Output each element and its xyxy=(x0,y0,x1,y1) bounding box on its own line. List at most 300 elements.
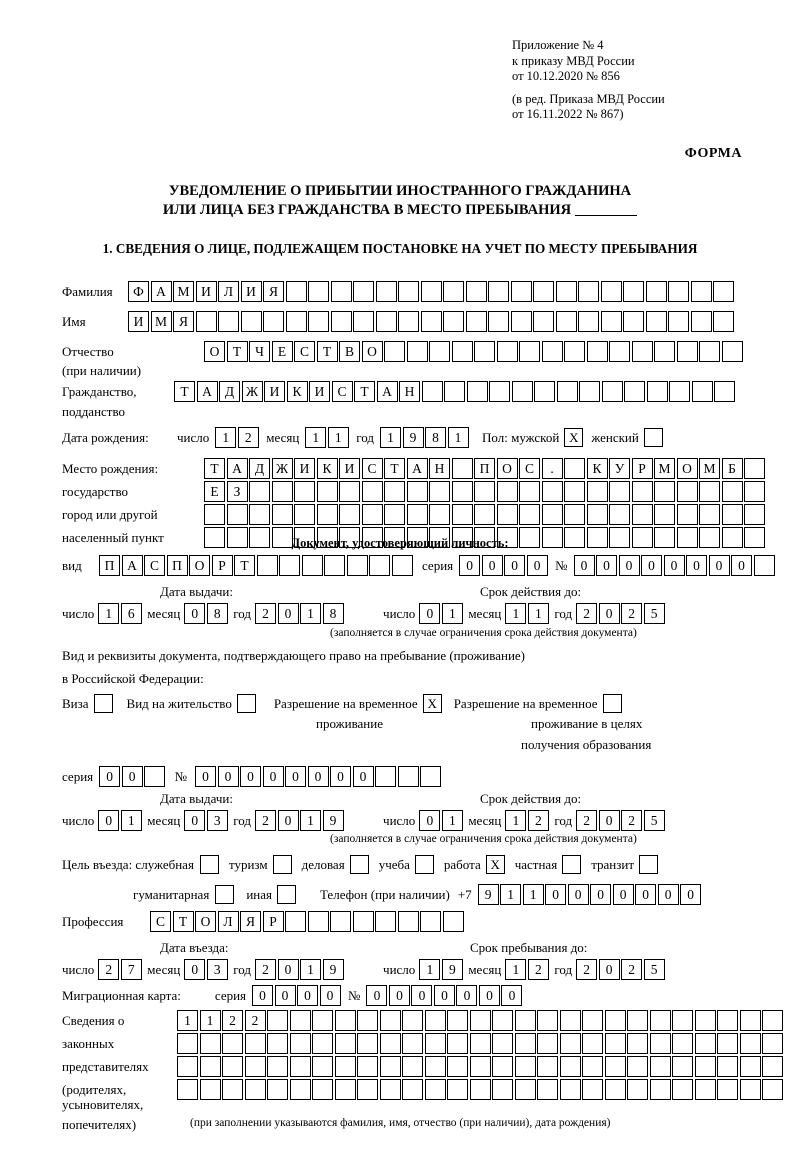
form-cell[interactable] xyxy=(218,311,239,332)
doc-valid-year-input[interactable] xyxy=(576,603,666,624)
form-cell[interactable]: 0 xyxy=(686,555,707,576)
form-cell[interactable] xyxy=(474,341,495,362)
form-cell[interactable] xyxy=(353,311,374,332)
profession-input[interactable] xyxy=(150,911,465,932)
edu-residence-checkbox[interactable] xyxy=(603,694,622,713)
form-cell[interactable]: 0 xyxy=(599,603,620,624)
form-cell[interactable] xyxy=(447,1079,468,1100)
form-cell[interactable]: Б xyxy=(722,458,743,479)
form-cell[interactable]: 0 xyxy=(278,603,299,624)
form-cell[interactable]: 1 xyxy=(200,1010,221,1031)
form-cell[interactable] xyxy=(515,1010,536,1031)
form-cell[interactable] xyxy=(762,1010,783,1031)
form-cell[interactable] xyxy=(369,555,390,576)
form-cell[interactable] xyxy=(429,341,450,362)
form-cell[interactable] xyxy=(362,504,383,525)
birthplace-input-line3[interactable] xyxy=(204,504,767,525)
form-cell[interactable] xyxy=(407,504,428,525)
form-cell[interactable]: 0 xyxy=(240,766,261,787)
form-cell[interactable] xyxy=(241,311,262,332)
form-cell[interactable]: 0 xyxy=(278,810,299,831)
form-cell[interactable]: 0 xyxy=(590,884,611,905)
form-cell[interactable] xyxy=(357,1033,378,1054)
form-cell[interactable] xyxy=(632,481,653,502)
form-cell[interactable]: Т xyxy=(174,381,195,402)
form-cell[interactable] xyxy=(285,911,306,932)
form-cell[interactable]: 0 xyxy=(308,766,329,787)
form-cell[interactable] xyxy=(587,504,608,525)
form-cell[interactable]: 2 xyxy=(255,603,276,624)
birthplace-input-line2[interactable] xyxy=(204,481,767,502)
form-cell[interactable] xyxy=(564,504,585,525)
form-cell[interactable] xyxy=(398,311,419,332)
form-cell[interactable]: П xyxy=(167,555,188,576)
form-cell[interactable]: 2 xyxy=(576,810,597,831)
form-cell[interactable] xyxy=(582,1010,603,1031)
form-cell[interactable] xyxy=(452,481,473,502)
sex-male-checkbox[interactable]: X xyxy=(564,428,583,447)
form-cell[interactable]: 0 xyxy=(479,985,500,1006)
form-cell[interactable] xyxy=(290,1033,311,1054)
form-cell[interactable] xyxy=(245,1033,266,1054)
form-cell[interactable] xyxy=(362,481,383,502)
form-cell[interactable]: 0 xyxy=(184,603,205,624)
form-cell[interactable]: 2 xyxy=(621,810,642,831)
form-cell[interactable]: 5 xyxy=(644,959,665,980)
form-cell[interactable]: С xyxy=(519,458,540,479)
form-cell[interactable] xyxy=(398,766,419,787)
stay-issue-year-input[interactable] xyxy=(255,810,345,831)
form-cell[interactable] xyxy=(560,1010,581,1031)
form-cell[interactable] xyxy=(398,911,419,932)
form-cell[interactable]: 0 xyxy=(297,985,318,1006)
form-cell[interactable]: А xyxy=(122,555,143,576)
form-cell[interactable] xyxy=(515,1033,536,1054)
form-cell[interactable] xyxy=(290,1056,311,1077)
form-cell[interactable] xyxy=(542,481,563,502)
form-cell[interactable]: 0 xyxy=(574,555,595,576)
form-cell[interactable]: 2 xyxy=(238,427,259,448)
form-cell[interactable] xyxy=(421,281,442,302)
form-cell[interactable] xyxy=(605,1010,626,1031)
form-cell[interactable]: Р xyxy=(263,911,284,932)
form-cell[interactable]: Ф xyxy=(128,281,149,302)
form-cell[interactable]: 1 xyxy=(300,810,321,831)
form-cell[interactable]: 0 xyxy=(330,766,351,787)
form-cell[interactable]: 1 xyxy=(523,884,544,905)
form-cell[interactable]: 0 xyxy=(252,985,273,1006)
form-cell[interactable]: 1 xyxy=(300,603,321,624)
form-cell[interactable] xyxy=(762,1056,783,1077)
purpose-business-checkbox[interactable] xyxy=(350,855,369,874)
form-cell[interactable]: . xyxy=(542,458,563,479)
form-cell[interactable]: Д xyxy=(249,458,270,479)
form-cell[interactable] xyxy=(429,481,450,502)
entry-year-input[interactable] xyxy=(255,959,345,980)
form-cell[interactable] xyxy=(339,481,360,502)
form-cell[interactable] xyxy=(335,1056,356,1077)
form-cell[interactable] xyxy=(384,481,405,502)
form-cell[interactable]: 1 xyxy=(528,603,549,624)
form-cell[interactable] xyxy=(474,481,495,502)
purpose-transit-checkbox[interactable] xyxy=(639,855,658,874)
doc-valid-day-input[interactable] xyxy=(419,603,464,624)
form-cell[interactable] xyxy=(245,1056,266,1077)
form-cell[interactable]: 1 xyxy=(121,810,142,831)
form-cell[interactable] xyxy=(722,504,743,525)
form-cell[interactable]: С xyxy=(144,555,165,576)
doc-number-input[interactable] xyxy=(574,555,777,576)
form-cell[interactable] xyxy=(245,1079,266,1100)
form-cell[interactable]: Л xyxy=(218,911,239,932)
form-cell[interactable] xyxy=(227,504,248,525)
form-cell[interactable] xyxy=(272,481,293,502)
form-cell[interactable]: Т xyxy=(173,911,194,932)
form-cell[interactable] xyxy=(443,911,464,932)
residence-permit-checkbox[interactable] xyxy=(237,694,256,713)
form-cell[interactable]: С xyxy=(362,458,383,479)
form-cell[interactable] xyxy=(312,1056,333,1077)
form-cell[interactable] xyxy=(672,1079,693,1100)
form-cell[interactable] xyxy=(331,281,352,302)
form-cell[interactable]: П xyxy=(474,458,495,479)
form-cell[interactable] xyxy=(695,1079,716,1100)
birth-month-input[interactable] xyxy=(305,427,350,448)
form-cell[interactable] xyxy=(497,481,518,502)
form-cell[interactable] xyxy=(646,281,667,302)
form-cell[interactable]: 9 xyxy=(478,884,499,905)
form-cell[interactable] xyxy=(560,1079,581,1100)
form-cell[interactable] xyxy=(249,504,270,525)
form-cell[interactable] xyxy=(447,1033,468,1054)
form-cell[interactable]: Е xyxy=(272,341,293,362)
form-cell[interactable]: 9 xyxy=(442,959,463,980)
form-cell[interactable] xyxy=(627,1056,648,1077)
form-cell[interactable]: И xyxy=(294,458,315,479)
form-cell[interactable]: И xyxy=(128,311,149,332)
legal-rep-input-4[interactable] xyxy=(177,1079,785,1100)
form-cell[interactable]: М xyxy=(151,311,172,332)
form-cell[interactable]: 2 xyxy=(528,810,549,831)
form-cell[interactable]: 0 xyxy=(411,985,432,1006)
form-cell[interactable]: И xyxy=(309,381,330,402)
form-cell[interactable]: И xyxy=(241,281,262,302)
form-cell[interactable]: В xyxy=(339,341,360,362)
form-cell[interactable] xyxy=(537,1056,558,1077)
form-cell[interactable] xyxy=(582,1033,603,1054)
form-cell[interactable] xyxy=(200,1079,221,1100)
form-cell[interactable] xyxy=(560,1056,581,1077)
purpose-tourism-checkbox[interactable] xyxy=(273,855,292,874)
form-cell[interactable]: 0 xyxy=(619,555,640,576)
form-cell[interactable] xyxy=(353,281,374,302)
form-cell[interactable]: 0 xyxy=(195,766,216,787)
form-cell[interactable] xyxy=(669,381,690,402)
form-cell[interactable] xyxy=(519,504,540,525)
form-cell[interactable]: 1 xyxy=(215,427,236,448)
form-cell[interactable]: 0 xyxy=(709,555,730,576)
form-cell[interactable]: О xyxy=(189,555,210,576)
form-cell[interactable]: 0 xyxy=(389,985,410,1006)
form-cell[interactable]: Ч xyxy=(249,341,270,362)
form-cell[interactable] xyxy=(470,1010,491,1031)
form-cell[interactable] xyxy=(582,1056,603,1077)
form-cell[interactable]: 0 xyxy=(275,985,296,1006)
form-cell[interactable] xyxy=(646,311,667,332)
form-cell[interactable]: Я xyxy=(173,311,194,332)
form-cell[interactable] xyxy=(324,555,345,576)
form-cell[interactable] xyxy=(335,1033,356,1054)
form-cell[interactable] xyxy=(627,1079,648,1100)
form-cell[interactable] xyxy=(312,1079,333,1100)
form-cell[interactable]: 0 xyxy=(482,555,503,576)
birth-day-input[interactable] xyxy=(215,427,260,448)
form-cell[interactable]: 0 xyxy=(419,603,440,624)
form-cell[interactable] xyxy=(204,504,225,525)
form-cell[interactable] xyxy=(519,481,540,502)
form-cell[interactable]: М xyxy=(173,281,194,302)
form-cell[interactable]: О xyxy=(362,341,383,362)
form-cell[interactable] xyxy=(177,1079,198,1100)
doc-issue-month-input[interactable] xyxy=(184,603,229,624)
form-cell[interactable]: 0 xyxy=(635,884,656,905)
form-cell[interactable] xyxy=(691,311,712,332)
form-cell[interactable]: Т xyxy=(234,555,255,576)
sex-female-checkbox[interactable] xyxy=(644,428,663,447)
form-cell[interactable]: 0 xyxy=(731,555,752,576)
form-cell[interactable] xyxy=(740,1056,761,1077)
form-cell[interactable]: 1 xyxy=(505,603,526,624)
form-cell[interactable] xyxy=(263,311,284,332)
form-cell[interactable]: 1 xyxy=(300,959,321,980)
form-cell[interactable]: С xyxy=(332,381,353,402)
form-cell[interactable]: 1 xyxy=(505,959,526,980)
form-cell[interactable] xyxy=(605,1056,626,1077)
form-cell[interactable] xyxy=(537,1010,558,1031)
form-cell[interactable] xyxy=(740,1079,761,1100)
form-cell[interactable] xyxy=(699,341,720,362)
stay-issue-day-input[interactable] xyxy=(98,810,143,831)
form-cell[interactable] xyxy=(425,1079,446,1100)
form-cell[interactable]: 2 xyxy=(255,959,276,980)
form-cell[interactable] xyxy=(672,1010,693,1031)
form-cell[interactable] xyxy=(376,281,397,302)
form-cell[interactable]: 0 xyxy=(98,810,119,831)
form-cell[interactable]: 0 xyxy=(366,985,387,1006)
form-cell[interactable]: 0 xyxy=(599,810,620,831)
form-cell[interactable] xyxy=(257,555,278,576)
form-cell[interactable] xyxy=(677,341,698,362)
form-cell[interactable]: 8 xyxy=(207,603,228,624)
form-cell[interactable]: Е xyxy=(204,481,225,502)
form-cell[interactable] xyxy=(294,504,315,525)
form-cell[interactable] xyxy=(557,381,578,402)
form-cell[interactable] xyxy=(308,311,329,332)
form-cell[interactable] xyxy=(398,281,419,302)
form-cell[interactable] xyxy=(556,281,577,302)
form-cell[interactable]: А xyxy=(151,281,172,302)
form-cell[interactable] xyxy=(537,1033,558,1054)
form-cell[interactable]: 6 xyxy=(121,603,142,624)
form-cell[interactable] xyxy=(279,555,300,576)
doc-issue-day-input[interactable] xyxy=(98,603,143,624)
form-cell[interactable] xyxy=(609,481,630,502)
form-cell[interactable]: 0 xyxy=(218,766,239,787)
form-cell[interactable] xyxy=(605,1033,626,1054)
form-cell[interactable] xyxy=(717,1079,738,1100)
form-cell[interactable] xyxy=(470,1056,491,1077)
form-cell[interactable]: С xyxy=(150,911,171,932)
form-cell[interactable] xyxy=(624,381,645,402)
form-cell[interactable] xyxy=(267,1033,288,1054)
form-cell[interactable]: С xyxy=(294,341,315,362)
form-cell[interactable] xyxy=(308,281,329,302)
form-cell[interactable] xyxy=(407,341,428,362)
doc-valid-month-input[interactable] xyxy=(505,603,550,624)
form-cell[interactable] xyxy=(177,1056,198,1077)
form-cell[interactable] xyxy=(647,381,668,402)
form-cell[interactable]: 0 xyxy=(99,766,120,787)
form-cell[interactable] xyxy=(556,311,577,332)
form-cell[interactable] xyxy=(452,504,473,525)
form-cell[interactable]: 0 xyxy=(434,985,455,1006)
form-cell[interactable] xyxy=(330,911,351,932)
form-cell[interactable]: 0 xyxy=(263,766,284,787)
form-cell[interactable]: 0 xyxy=(568,884,589,905)
form-cell[interactable] xyxy=(692,381,713,402)
stay-number-input[interactable] xyxy=(195,766,443,787)
form-cell[interactable]: К xyxy=(587,458,608,479)
form-cell[interactable]: 0 xyxy=(459,555,480,576)
form-cell[interactable] xyxy=(654,481,675,502)
form-cell[interactable]: 1 xyxy=(448,427,469,448)
form-cell[interactable]: 7 xyxy=(121,959,142,980)
purpose-private-checkbox[interactable] xyxy=(562,855,581,874)
visa-checkbox[interactable] xyxy=(94,694,113,713)
legal-rep-input-3[interactable] xyxy=(177,1056,785,1077)
form-cell[interactable] xyxy=(740,1010,761,1031)
form-cell[interactable] xyxy=(497,341,518,362)
form-cell[interactable]: 2 xyxy=(576,959,597,980)
form-cell[interactable] xyxy=(425,1056,446,1077)
form-cell[interactable] xyxy=(402,1033,423,1054)
form-cell[interactable]: 8 xyxy=(323,603,344,624)
purpose-humanitarian-checkbox[interactable] xyxy=(215,885,234,904)
form-cell[interactable]: О xyxy=(204,341,225,362)
form-cell[interactable]: 0 xyxy=(680,884,701,905)
form-cell[interactable] xyxy=(429,504,450,525)
form-cell[interactable]: 1 xyxy=(500,884,521,905)
form-cell[interactable] xyxy=(392,555,413,576)
form-cell[interactable] xyxy=(605,1079,626,1100)
form-cell[interactable] xyxy=(587,341,608,362)
form-cell[interactable] xyxy=(668,281,689,302)
form-cell[interactable] xyxy=(402,1079,423,1100)
form-cell[interactable]: И xyxy=(196,281,217,302)
form-cell[interactable] xyxy=(492,1010,513,1031)
form-cell[interactable] xyxy=(317,504,338,525)
form-cell[interactable] xyxy=(452,458,473,479)
form-cell[interactable]: Т xyxy=(204,458,225,479)
form-cell[interactable] xyxy=(466,281,487,302)
form-cell[interactable]: 0 xyxy=(122,766,143,787)
form-cell[interactable] xyxy=(335,1010,356,1031)
form-cell[interactable] xyxy=(447,1010,468,1031)
form-cell[interactable] xyxy=(380,1033,401,1054)
form-cell[interactable] xyxy=(497,504,518,525)
form-cell[interactable]: 0 xyxy=(353,766,374,787)
form-cell[interactable] xyxy=(384,341,405,362)
form-cell[interactable]: Я xyxy=(263,281,284,302)
form-cell[interactable]: И xyxy=(339,458,360,479)
form-cell[interactable] xyxy=(200,1056,221,1077)
form-cell[interactable]: К xyxy=(317,458,338,479)
form-cell[interactable]: 3 xyxy=(207,959,228,980)
temp-residence-checkbox[interactable]: X xyxy=(423,694,442,713)
form-cell[interactable] xyxy=(762,1079,783,1100)
form-cell[interactable]: П xyxy=(99,555,120,576)
form-cell[interactable]: 0 xyxy=(285,766,306,787)
form-cell[interactable] xyxy=(312,1010,333,1031)
form-cell[interactable]: 9 xyxy=(403,427,424,448)
citizenship-input[interactable] xyxy=(174,381,737,402)
legal-rep-input-2[interactable] xyxy=(177,1033,785,1054)
form-cell[interactable] xyxy=(222,1033,243,1054)
form-cell[interactable]: О xyxy=(497,458,518,479)
form-cell[interactable]: 1 xyxy=(305,427,326,448)
form-cell[interactable] xyxy=(492,1033,513,1054)
form-cell[interactable] xyxy=(407,481,428,502)
form-cell[interactable] xyxy=(144,766,165,787)
form-cell[interactable] xyxy=(717,1010,738,1031)
form-cell[interactable]: 8 xyxy=(425,427,446,448)
form-cell[interactable] xyxy=(444,381,465,402)
form-cell[interactable] xyxy=(537,1079,558,1100)
form-cell[interactable] xyxy=(601,311,622,332)
form-cell[interactable]: О xyxy=(677,458,698,479)
form-cell[interactable] xyxy=(290,1079,311,1100)
form-cell[interactable]: 0 xyxy=(184,959,205,980)
form-cell[interactable] xyxy=(699,481,720,502)
form-cell[interactable]: 1 xyxy=(442,603,463,624)
form-cell[interactable]: 0 xyxy=(599,959,620,980)
form-cell[interactable] xyxy=(534,381,555,402)
form-cell[interactable]: Т xyxy=(227,341,248,362)
name-input[interactable] xyxy=(128,311,736,332)
form-cell[interactable] xyxy=(713,281,734,302)
form-cell[interactable] xyxy=(222,1056,243,1077)
form-cell[interactable] xyxy=(492,1056,513,1077)
birthplace-input-line1[interactable] xyxy=(204,458,767,479)
stay-valid-year-input[interactable] xyxy=(576,810,666,831)
stay-valid-day-input[interactable] xyxy=(419,810,464,831)
form-cell[interactable] xyxy=(492,1079,513,1100)
form-cell[interactable] xyxy=(467,381,488,402)
form-cell[interactable] xyxy=(375,911,396,932)
form-cell[interactable] xyxy=(564,341,585,362)
form-cell[interactable] xyxy=(579,381,600,402)
form-cell[interactable] xyxy=(357,1056,378,1077)
form-cell[interactable]: 0 xyxy=(545,884,566,905)
form-cell[interactable]: И xyxy=(264,381,285,402)
form-cell[interactable]: У xyxy=(609,458,630,479)
form-cell[interactable] xyxy=(308,911,329,932)
stay-issue-month-input[interactable] xyxy=(184,810,229,831)
form-cell[interactable]: 5 xyxy=(644,810,665,831)
form-cell[interactable]: Л xyxy=(218,281,239,302)
form-cell[interactable]: 0 xyxy=(658,884,679,905)
form-cell[interactable]: 2 xyxy=(255,810,276,831)
